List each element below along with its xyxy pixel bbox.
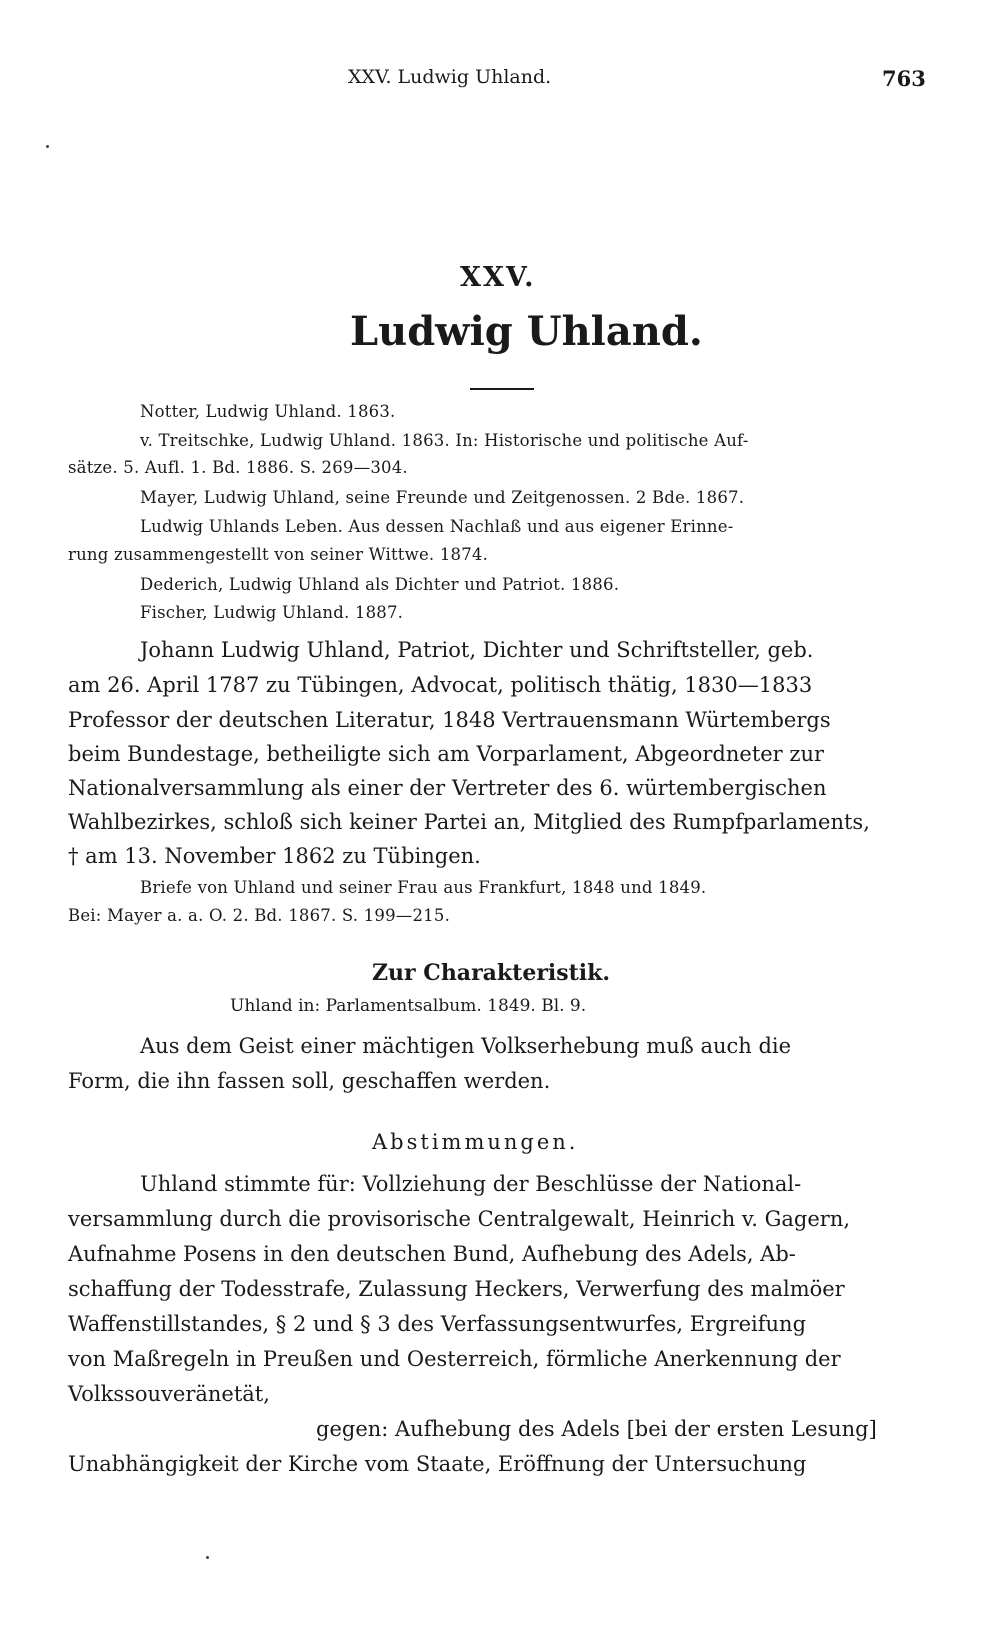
votes-for-line: Waffenstillstandes, § 2 und § 3 des Verfassungsentwurfes, Ergreifung bbox=[68, 1312, 807, 1336]
votes-for-line: versammlung durch die provisorische Centralgewalt, Heinrich v. Gagern, bbox=[68, 1207, 851, 1231]
running-head: XXV. Ludwig Uhland. bbox=[348, 66, 552, 88]
biography-line: † am 13. November 1862 zu Tübingen. bbox=[68, 844, 481, 868]
biography-line: Professor der deutschen Literatur, 1848 Vertrauensmann Würtembergs bbox=[68, 708, 831, 732]
bib-entry-continued: rung zusammengestellt von seiner Wittwe. 1874. bbox=[68, 545, 489, 564]
bib-entry: Notter, Ludwig Uhland. 1863. bbox=[140, 402, 396, 421]
scan-speck bbox=[46, 145, 49, 148]
biography-line: Johann Ludwig Uhland, Patriot, Dichter und Schriftsteller, geb. bbox=[140, 638, 814, 662]
bib-entry-continued: sätze. 5. Aufl. 1. Bd. 1886. S. 269—304. bbox=[68, 458, 408, 477]
bib-entry: Ludwig Uhlands Leben. Aus dessen Nachlaß und aus eigener Erinne- bbox=[140, 517, 734, 536]
characteristic-quote-line: Form, die ihn fassen soll, geschaffen werden. bbox=[68, 1069, 551, 1093]
votes-against-line: Unabhängigkeit der Kirche vom Staate, Eröffnung der Untersuchung bbox=[68, 1452, 807, 1476]
bib-entry: v. Treitschke, Ludwig Uhland. 1863. In: Historische und politische Auf- bbox=[140, 431, 749, 450]
chapter-title: Ludwig Uhland. bbox=[350, 308, 703, 355]
bib-entry: Mayer, Ludwig Uhland, seine Freunde und Zeitgenossen. 2 Bde. 1867. bbox=[140, 488, 745, 507]
biography-line: am 26. April 1787 zu Tübingen, Advocat, politisch thätig, 1830—1833 bbox=[68, 673, 813, 697]
votes-for-line: schaffung der Todesstrafe, Zulassung Heckers, Verwerfung des malmöer bbox=[68, 1277, 845, 1301]
scan-speck bbox=[206, 1556, 209, 1559]
letters-reference: Briefe von Uhland und seiner Frau aus Frankfurt, 1848 und 1849. bbox=[140, 878, 707, 897]
page-number: 763 bbox=[882, 66, 926, 91]
characteristic-source: Uhland in: Parlamentsalbum. 1849. Bl. 9. bbox=[230, 996, 587, 1016]
votes-for-line: Aufnahme Posens in den deutschen Bund, Aufhebung des Adels, Ab- bbox=[68, 1242, 796, 1266]
votes-for-line: Volkssouveränetät, bbox=[68, 1382, 270, 1406]
biography-line: beim Bundestage, betheiligte sich am Vorparlament, Abgeordneter zur bbox=[68, 742, 825, 766]
title-rule bbox=[470, 388, 534, 390]
votes-for-line: Uhland stimmte für: Vollziehung der Beschlüsse der National- bbox=[140, 1172, 802, 1196]
letters-reference: Bei: Mayer a. a. O. 2. Bd. 1867. S. 199—215. bbox=[68, 906, 451, 925]
votes-for-line: von Maßregeln in Preußen und Oesterreich, förmliche Anerkennung der bbox=[68, 1347, 841, 1371]
biography-line: Wahlbezirkes, schloß sich keiner Partei an, Mitglied des Rumpfparlaments, bbox=[68, 810, 870, 834]
characteristic-quote-line: Aus dem Geist einer mächtigen Volkserhebung muß auch die bbox=[140, 1034, 792, 1058]
section-heading-characteristic: Zur Charakteristik. bbox=[372, 960, 611, 986]
biography-line: Nationalversammlung als einer der Vertreter des 6. würtembergischen bbox=[68, 776, 827, 800]
bib-entry: Dederich, Ludwig Uhland als Dichter und Patriot. 1886. bbox=[140, 575, 620, 594]
chapter-number: XXV. bbox=[460, 262, 536, 293]
bib-entry: Fischer, Ludwig Uhland. 1887. bbox=[140, 603, 404, 622]
votes-against-line: gegen: Aufhebung des Adels [bei der ersten Lesung] bbox=[316, 1417, 877, 1441]
section-heading-votes: Abstimmungen. bbox=[372, 1130, 579, 1154]
